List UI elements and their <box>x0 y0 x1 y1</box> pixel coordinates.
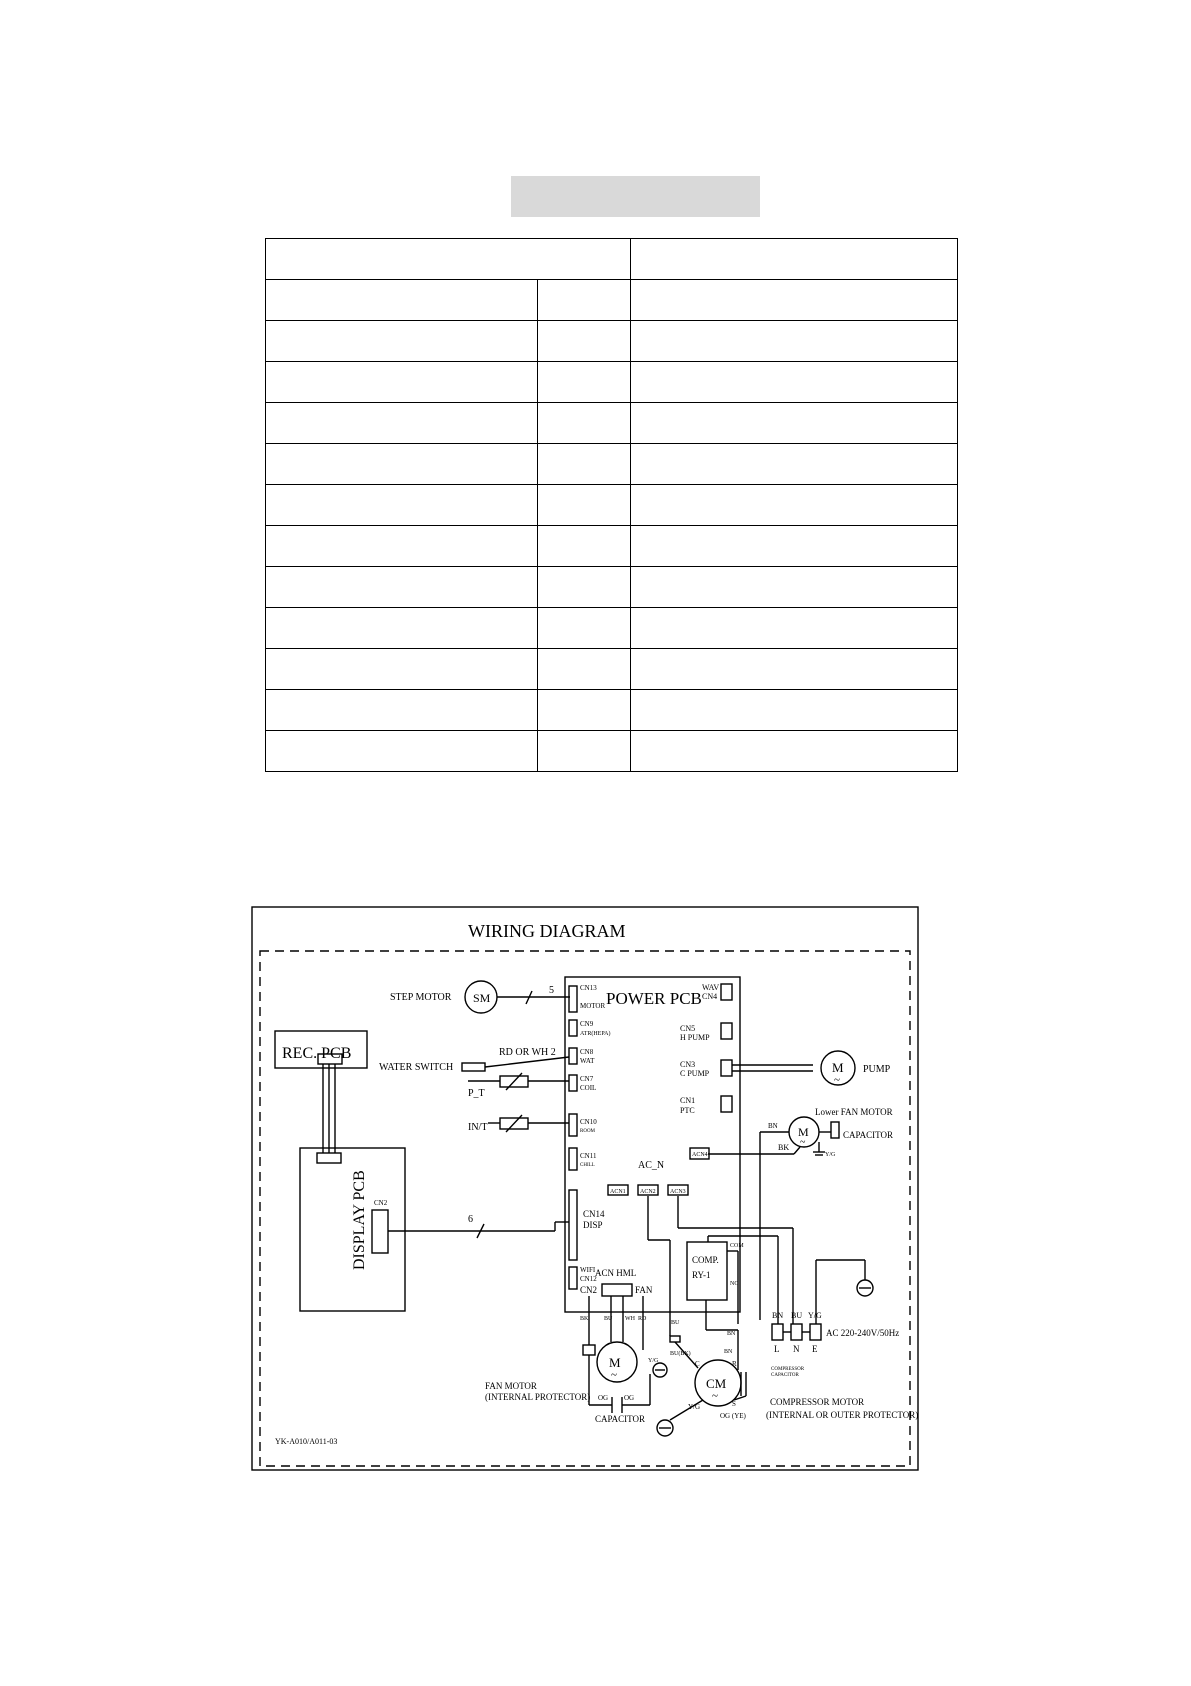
comp-capacitor-label-1: COMPRESSOR <box>771 1367 805 1372</box>
wifi-label: WIFI <box>580 1266 596 1274</box>
spec-row <box>266 403 958 444</box>
lower-fan-m-label: M <box>798 1125 809 1139</box>
display-pcb-label: DISPLAY PCB <box>351 1170 368 1270</box>
spec-row <box>266 362 958 403</box>
cn12-label: CN12 <box>580 1275 597 1283</box>
spec-cell <box>266 608 538 649</box>
spec-cell <box>266 649 538 690</box>
fan-bu-label: BU <box>604 1316 613 1322</box>
lower-fan-tilde: ~ <box>800 1137 806 1148</box>
cn3-connector <box>721 1060 732 1076</box>
spec-cell <box>538 444 631 485</box>
acn2-label: ACN2 <box>640 1189 656 1195</box>
comp-r-label: R <box>732 1360 737 1368</box>
spec-cell <box>631 526 958 567</box>
spec-table <box>265 238 958 772</box>
lower-fan-capacitor <box>831 1122 839 1138</box>
spec-row <box>266 239 958 280</box>
spec-cell <box>631 690 958 731</box>
cn4-label: CN4 <box>702 992 718 1001</box>
pump-label: PUMP <box>863 1064 891 1075</box>
acn4-label: ACN4 <box>692 1152 708 1158</box>
fan-label: FAN <box>635 1285 653 1295</box>
lower-fan-yg-label: Y/G <box>825 1152 836 1158</box>
comp-yg-label: Y/G <box>688 1403 701 1411</box>
comp-bn-label-1: BN <box>727 1331 736 1337</box>
cn11-connector <box>569 1148 577 1170</box>
spec-cell <box>266 321 538 362</box>
comp-s-label: S <box>732 1400 736 1408</box>
spec-cell <box>538 608 631 649</box>
comp-bu-label: BU <box>671 1320 680 1326</box>
spec-cell <box>631 485 958 526</box>
fan-wh-label: WH <box>625 1316 635 1322</box>
cn5-connector <box>721 1023 732 1039</box>
cn5-label: CN5 <box>680 1024 696 1033</box>
cn1-sub-label: PTC <box>680 1106 695 1115</box>
water-wire-label: RD OR WH 2 <box>499 1047 556 1058</box>
acn4-wire-up <box>794 1147 800 1154</box>
n-bu-label: BU <box>791 1311 803 1320</box>
int-label: IN/T <box>468 1122 488 1133</box>
fan-bk-label: BK <box>580 1316 589 1322</box>
spec-cell <box>538 567 631 608</box>
spec-header-cell <box>266 239 631 280</box>
display-wire-count: 6 <box>468 1214 473 1225</box>
spec-cell <box>266 526 538 567</box>
fan-motor-m-label: M <box>609 1355 621 1370</box>
cn1-label: CN1 <box>680 1096 696 1105</box>
comp-motor-label-2: (INTERNAL OR OUTER PROTECTOR) <box>766 1410 919 1420</box>
spec-cell <box>538 731 631 772</box>
spec-row <box>266 485 958 526</box>
spec-cell <box>266 485 538 526</box>
fan-og-label-1: OG <box>598 1394 609 1402</box>
cn11-sub-label: CHILL <box>580 1163 595 1168</box>
spec-cell <box>538 362 631 403</box>
spec-cell <box>266 403 538 444</box>
water-switch-label: WATER SWITCH <box>379 1062 454 1073</box>
rec-pcb-label: REC. PCB <box>282 1045 352 1062</box>
power-pcb-label: POWER PCB <box>606 989 702 1008</box>
fan-og-label-2: OG <box>624 1394 635 1402</box>
acn1-label: ACN1 <box>610 1189 626 1195</box>
comp-c-label: C <box>695 1360 700 1368</box>
fan-motor-label-1: FAN MOTOR <box>485 1381 537 1391</box>
spec-cell <box>266 362 538 403</box>
terminal-e-label: E <box>812 1344 818 1354</box>
spec-header-cell <box>631 239 958 280</box>
spec-row <box>266 649 958 690</box>
cn14-sub-label: DISP <box>583 1220 603 1230</box>
cn7-connector <box>569 1075 577 1091</box>
terminal-l <box>772 1324 783 1340</box>
spec-cell <box>538 280 631 321</box>
step-wire-count: 5 <box>549 985 554 996</box>
cn13-sub-label: MOTOR <box>580 1002 606 1010</box>
spec-cell <box>538 526 631 567</box>
spec-cell <box>631 403 958 444</box>
fan-yg-label: Y/G <box>648 1358 659 1364</box>
spec-cell <box>631 608 958 649</box>
terminal-n <box>791 1324 802 1340</box>
spec-cell <box>631 649 958 690</box>
spec-row <box>266 444 958 485</box>
ac-n-label: AC_N <box>638 1160 665 1171</box>
cn9-sub-label: ATR(HEPA) <box>580 1031 611 1037</box>
cm-label: CM <box>706 1376 727 1391</box>
spec-cell <box>631 321 958 362</box>
spec-row <box>266 608 958 649</box>
cn3-sub-label: C PUMP <box>680 1069 710 1078</box>
cm-tilde: ~ <box>712 1390 718 1402</box>
wiring-diagram <box>240 900 940 1475</box>
cn10-label: CN10 <box>580 1118 597 1126</box>
spec-cell <box>538 485 631 526</box>
comp-bu-bk-label: BU(BK) <box>670 1351 691 1357</box>
terminal-l-label: L <box>774 1344 780 1354</box>
cn3-label: CN3 <box>680 1060 696 1069</box>
relay-no-label: NO <box>730 1281 739 1287</box>
water-switch-wire <box>485 1057 569 1067</box>
spec-cell <box>631 444 958 485</box>
pump-tilde: ~ <box>834 1074 840 1086</box>
spec-row <box>266 690 958 731</box>
spec-cell <box>631 567 958 608</box>
relay-com-label: COM <box>730 1243 744 1249</box>
model-code-label: YK-A010/A011-03 <box>275 1437 338 1446</box>
cn9-connector <box>569 1020 577 1036</box>
comp-capacitor-label-2: CAPACITOR <box>771 1373 799 1378</box>
terminal-n-label: N <box>793 1344 800 1354</box>
wiring-diagram-title: WIRING DIAGRAM <box>468 921 626 941</box>
terminal-e <box>810 1324 821 1340</box>
cn1-connector <box>721 1096 732 1112</box>
pt-label: P_T <box>468 1088 485 1099</box>
cn7-sub-label: COIL <box>580 1084 597 1092</box>
cn9-label: CN9 <box>580 1020 594 1028</box>
cn10-connector <box>569 1114 577 1136</box>
fan-protector <box>583 1345 595 1355</box>
spec-cell <box>266 444 538 485</box>
lower-fan-motor-label: Lower FAN MOTOR <box>815 1107 893 1117</box>
spec-cell <box>538 321 631 362</box>
ac-supply-label: AC 220-240V/50Hz <box>826 1328 900 1338</box>
spec-cell <box>538 649 631 690</box>
cn14-connector <box>569 1190 577 1260</box>
bu-link <box>670 1336 680 1342</box>
spec-cell <box>631 362 958 403</box>
fan-motor-tilde: ~ <box>611 1369 617 1381</box>
display-pcb-connector <box>317 1153 341 1163</box>
l-bn-label: BN <box>772 1311 784 1320</box>
spec-cell <box>266 280 538 321</box>
upper-capacitor-label: CAPACITOR <box>843 1130 894 1140</box>
pump-m-label: M <box>832 1060 844 1075</box>
acn3-label: ACN3 <box>670 1189 686 1195</box>
spec-cell <box>538 403 631 444</box>
cn7-label: CN7 <box>580 1075 594 1083</box>
cn10-sub-label: ROOM <box>580 1129 596 1134</box>
fan-rd-label: RD <box>638 1316 647 1322</box>
cn11-label: CN11 <box>580 1152 597 1160</box>
spec-cell <box>266 567 538 608</box>
acn-hml-label: ACN HML <box>595 1268 637 1278</box>
cn8-connector <box>569 1048 577 1064</box>
comp-bn-label-2: BN <box>724 1349 733 1355</box>
wav-label: WAV <box>702 983 720 992</box>
spec-row <box>266 731 958 772</box>
comp-label: COMP. <box>692 1255 719 1265</box>
spec-row <box>266 567 958 608</box>
cn8-label: CN8 <box>580 1048 594 1056</box>
display-cn2-connector <box>372 1210 388 1253</box>
lower-fan-bk-label: BK <box>778 1143 790 1152</box>
cn13-label: CN13 <box>580 984 597 992</box>
spec-cell <box>266 690 538 731</box>
cn5-sub-label: H PUMP <box>680 1033 710 1042</box>
lower-fan-bn-label: BN <box>768 1122 778 1130</box>
spec-row <box>266 280 958 321</box>
fan-connector <box>602 1284 632 1296</box>
spec-cell <box>266 731 538 772</box>
cn13-connector <box>569 986 577 1012</box>
spec-cell <box>631 280 958 321</box>
cn8-sub-label: WAT <box>580 1057 595 1065</box>
fan-motor-label-2: (INTERNAL PROTECTOR) <box>485 1392 591 1402</box>
spec-cell <box>538 690 631 731</box>
cn4-connector <box>721 984 732 1000</box>
cn12-connector <box>569 1267 577 1289</box>
ry-label: RY-1 <box>692 1270 711 1280</box>
title-bar <box>511 176 760 217</box>
comp-og-ye-label: OG (YE) <box>720 1412 746 1420</box>
cn14-label: CN14 <box>583 1209 605 1219</box>
spec-row <box>266 321 958 362</box>
step-motor-label: STEP MOTOR <box>390 992 452 1003</box>
comp-motor-label-1: COMPRESSOR MOTOR <box>770 1397 865 1407</box>
fan-cn2-label: CN2 <box>580 1285 598 1295</box>
lower-capacitor-label: CAPACITOR <box>595 1414 646 1424</box>
sm-label: SM <box>473 991 491 1005</box>
spec-row <box>266 526 958 567</box>
display-cn2-label: CN2 <box>374 1199 388 1207</box>
spec-cell <box>631 731 958 772</box>
e-yg-label: Y/G <box>808 1311 822 1320</box>
water-switch-symbol <box>462 1063 485 1071</box>
